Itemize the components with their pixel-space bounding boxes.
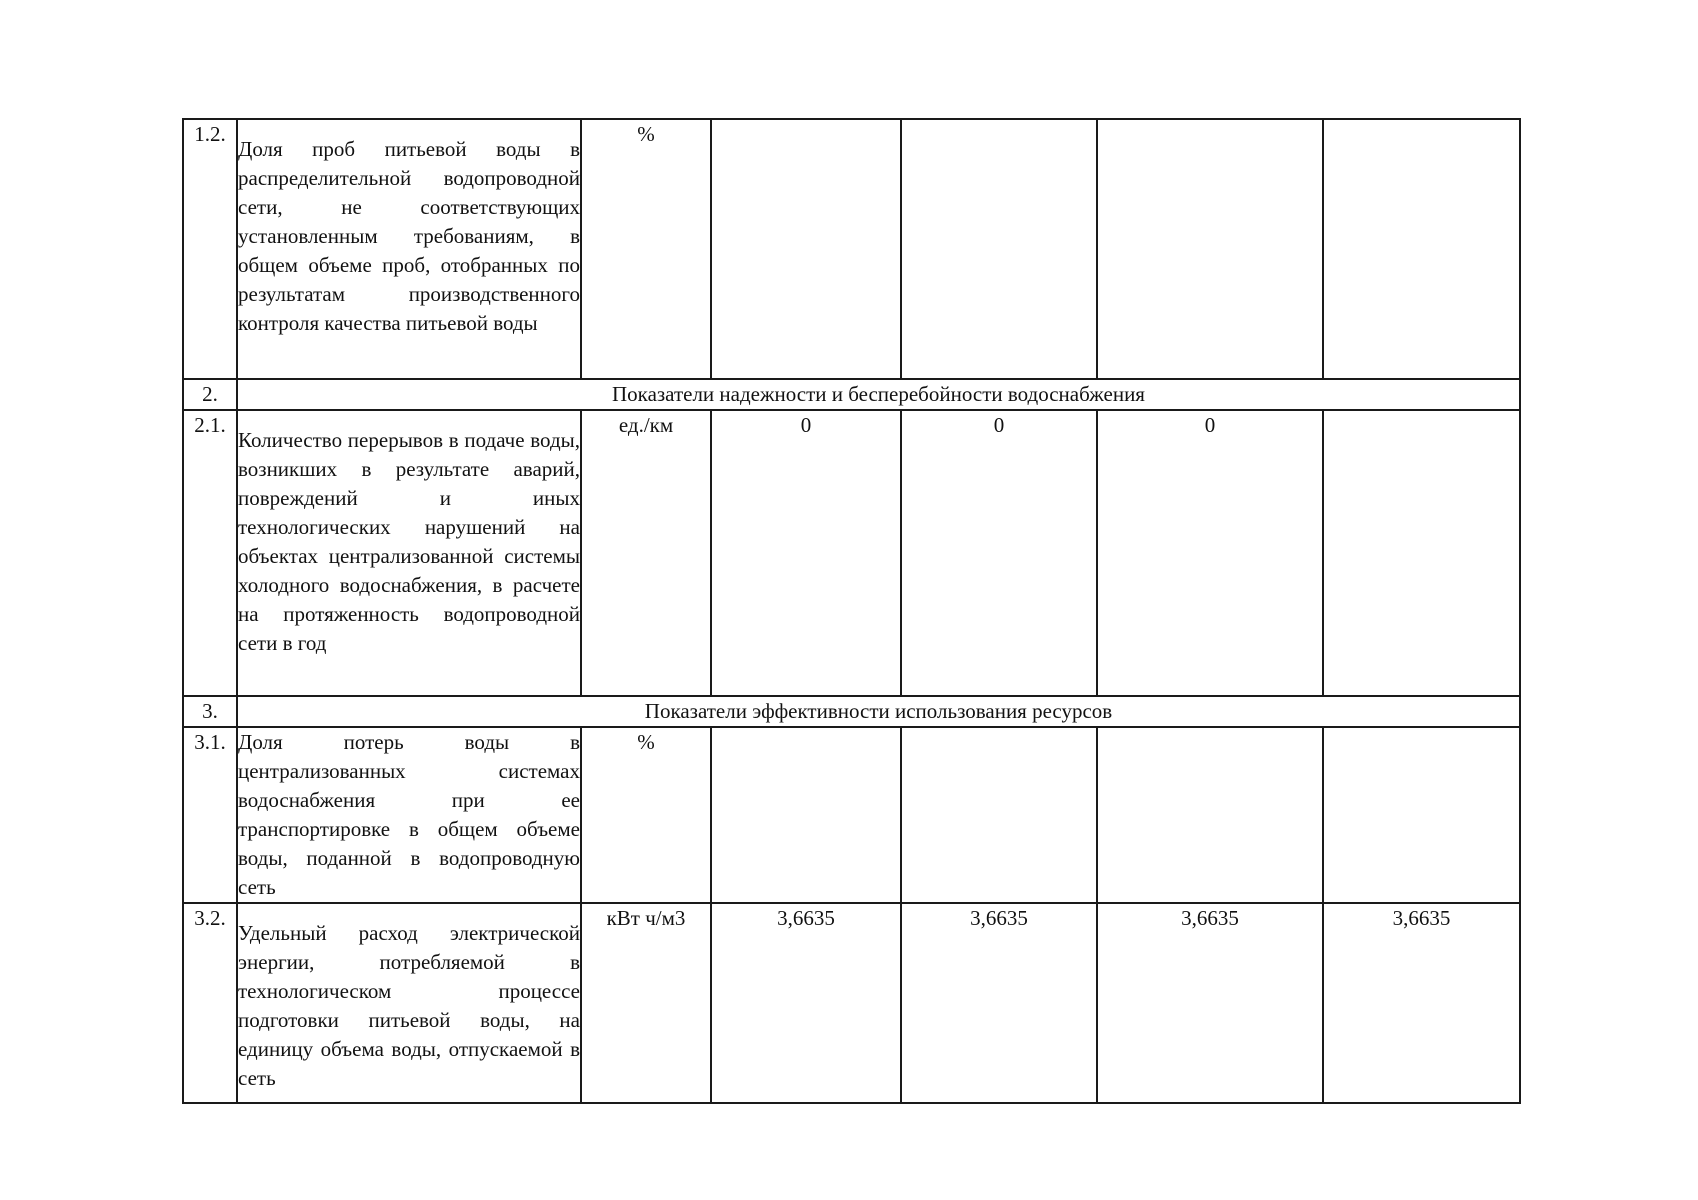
- indicator-name-cell: [237, 727, 581, 903]
- section-row: [183, 379, 1520, 410]
- value-cell: [1323, 119, 1520, 379]
- value-cell: [1097, 119, 1323, 379]
- value-cell: [711, 727, 901, 903]
- indicator-name-cell: [237, 410, 581, 696]
- row-number: 3.2.: [183, 903, 237, 1103]
- value-cell: [901, 727, 1097, 903]
- section-number: 2.: [183, 379, 237, 410]
- table-row: [183, 727, 1520, 903]
- value-cell: [711, 119, 901, 379]
- value-cell: [1323, 727, 1520, 903]
- value-cell: 0: [901, 410, 1097, 696]
- table-row: [183, 119, 1520, 379]
- row-number: 3.1.: [183, 727, 237, 903]
- value-cell: 3,6635: [1323, 903, 1520, 1103]
- value-cell: 0: [1097, 410, 1323, 696]
- indicator-name: Количество перерывов в подаче воды, возникших в результате аварий, повреждений и иных технологических нарушений на объектах централизованной системы холодного водоснабжения, в расчете на протяженность водопроводной сети в год: [238, 428, 580, 655]
- section-number: 3.: [183, 696, 237, 727]
- section-title: Показатели эффективности использования ресурсов: [237, 696, 1520, 727]
- table-row: [183, 410, 1520, 696]
- unit-cell: %: [581, 119, 711, 379]
- row-number: 2.1.: [183, 410, 237, 696]
- value-cell: [901, 119, 1097, 379]
- indicator-name: Доля проб питьевой воды в распределительной водопроводной сети, не соответствующих установленным требованиям, в общем объеме проб, отобранных по результатам производственного контроля качества питьевой воды: [238, 137, 580, 335]
- value-cell: 3,6635: [711, 903, 901, 1103]
- section-title: Показатели надежности и бесперебойности водоснабжения: [237, 379, 1520, 410]
- section-row: [183, 696, 1520, 727]
- indicators-table: [182, 118, 1521, 1104]
- value-cell: 0: [711, 410, 901, 696]
- indicator-name: Доля потерь воды в централизованных системах водоснабжения при ее транспортировке в общем объеме воды, поданной в водопроводную сеть: [238, 730, 580, 899]
- indicator-name-cell: [237, 119, 581, 379]
- value-cell: 3,6635: [1097, 903, 1323, 1103]
- table-row: [183, 903, 1520, 1103]
- unit-cell: ед./км: [581, 410, 711, 696]
- row-number: 1.2.: [183, 119, 237, 379]
- value-cell: [1097, 727, 1323, 903]
- unit-cell: %: [581, 727, 711, 903]
- indicator-name: Удельный расход электрической энергии, потребляемой в технологическом процессе подготовки питьевой воды, на единицу объема воды, отпускаемой в сеть: [238, 921, 580, 1090]
- value-cell: [1323, 410, 1520, 696]
- value-cell: 3,6635: [901, 903, 1097, 1103]
- indicator-name-cell: [237, 903, 581, 1103]
- unit-cell: кВт ч/м3: [581, 903, 711, 1103]
